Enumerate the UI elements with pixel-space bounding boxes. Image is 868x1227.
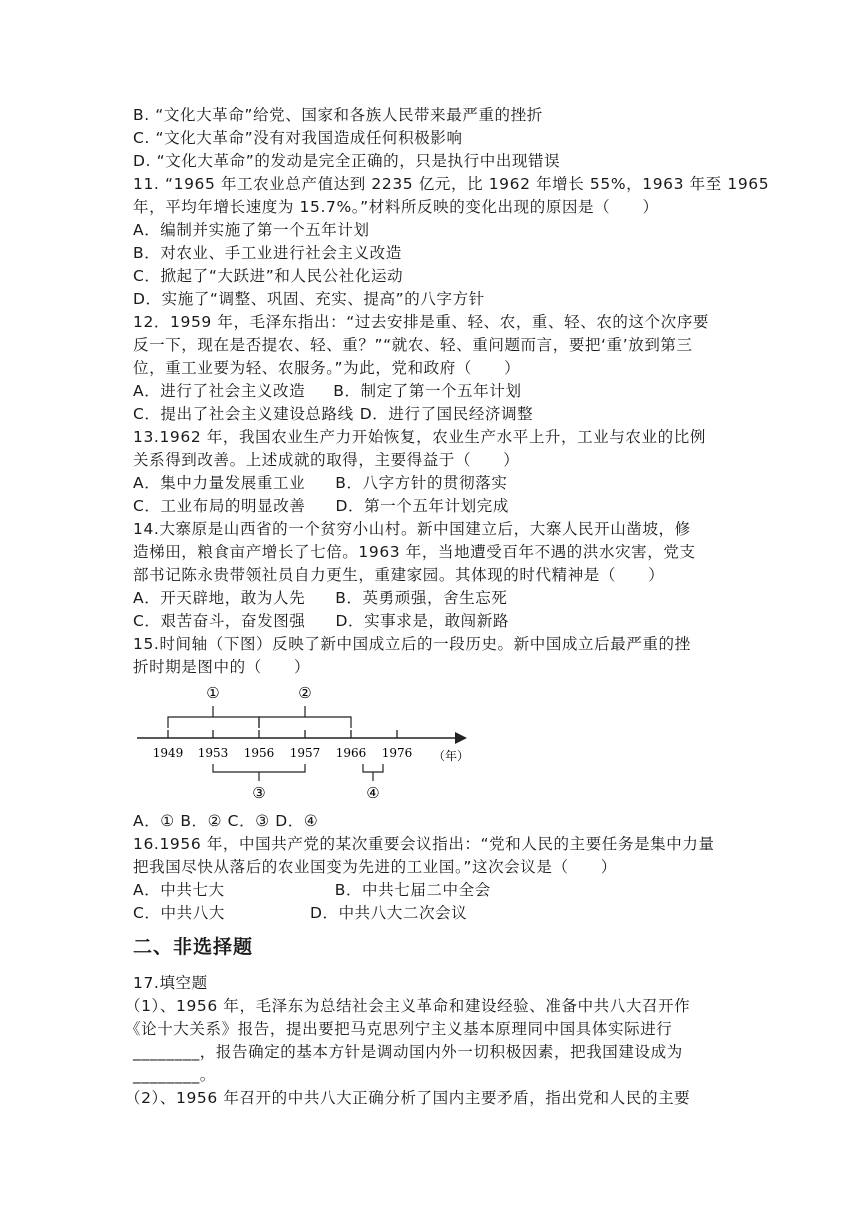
q10-option-b: B. “文化大革命”给党、国家和各族人民带来最严重的挫折 bbox=[133, 106, 543, 124]
q12-option-d: D．进行了国民经济调整 bbox=[359, 405, 534, 423]
q12-option-c: C．提出了社会主义建设总路线 bbox=[133, 405, 354, 423]
q13-option-a: A．集中力量发展重工业 bbox=[133, 474, 306, 492]
year-label: 1957 bbox=[289, 746, 321, 760]
q12-stem-line1: 12．1959 年，毛泽东指出：“过去安排是重、轻、农，重、轻、农的这个次序要 bbox=[133, 313, 710, 331]
section-heading: 二、非选择题 bbox=[133, 936, 254, 958]
timeline-arrow bbox=[455, 732, 467, 744]
q13-options-row2 bbox=[133, 495, 509, 518]
q13-option-d: D．第一个五年计划完成 bbox=[335, 497, 509, 515]
q11-stem-line2: 年，平均年增长速度为 15.7%。”材料所反映的变化出现的原因是（ ） bbox=[133, 198, 659, 216]
year-label: 1976 bbox=[381, 746, 413, 760]
q13-option-b: B．八字方针的贯彻落实 bbox=[335, 474, 508, 492]
q12-option-a: A．进行了社会主义改造 bbox=[133, 382, 306, 400]
q11-option-b: B．对农业、手工业进行社会主义改造 bbox=[133, 244, 402, 262]
bracket-3 bbox=[213, 764, 305, 772]
mark-3: ③ bbox=[252, 784, 266, 802]
q14-option-a: A．开天辟地，敢为人先 bbox=[133, 589, 306, 607]
q13-option-c: C．工业布局的明显改善 bbox=[133, 497, 306, 515]
q17-part1-line4: ________。 bbox=[133, 1066, 216, 1084]
q12-stem-line2: 反一下，现在是否提农、轻、重？”“就农、轻、重问题而言，要把‘重’放到第三 bbox=[133, 336, 693, 354]
q12-options-row2 bbox=[133, 403, 533, 426]
axis-unit-label: （年） bbox=[433, 749, 470, 763]
year-label: 1956 bbox=[243, 746, 275, 760]
q14-option-d: D．实事求是，敢闯新路 bbox=[335, 612, 509, 630]
q16-options-row2 bbox=[133, 902, 467, 925]
q14-stem-line2: 造梯田，粮食亩产增长了七倍。1963 年，当地遭受百年不遇的洪水灾害，党支 bbox=[133, 543, 696, 561]
q13-stem-line1: 13.1962 年，我国农业生产力开始恢复，农业生产水平上升，工业与农业的比例 bbox=[133, 428, 706, 446]
year-label: 1949 bbox=[152, 746, 184, 760]
q16-stem-line2: 把我国尽快从落后的农业国变为先进的工业国。”这次会议是（ ） bbox=[133, 858, 617, 876]
mark-1: ① bbox=[206, 684, 220, 702]
q15-stem-line1: 15.时间轴（下图）反映了新中国成立后的一段历史。新中国成立后最严重的挫 bbox=[133, 635, 691, 653]
q16-stem-line1: 16.1956 年，中国共产党的某次重要会议指出：“党和人民的主要任务是集中力量 bbox=[133, 835, 715, 853]
q11-option-c: C．掀起了“大跃进”和人民公社化运动 bbox=[133, 267, 404, 285]
q12-stem-line3: 位，重工业要为轻、农服务。”为此，党和政府（ ） bbox=[133, 359, 521, 377]
q14-options-row1 bbox=[133, 587, 507, 610]
q17-part2-line1: （2）、1956 年召开的中共八大正确分析了国内主要矛盾，指出党和人民的主要 bbox=[125, 1089, 691, 1107]
q17-part1-line2: 《论十大关系》报告，提出要把马克思列宁主义基本原理同中国具体实际进行 bbox=[125, 1020, 673, 1038]
q14-options-row2 bbox=[133, 610, 509, 633]
year-label: 1953 bbox=[197, 746, 229, 760]
q14-stem-line3: 部书记陈永贵带领社员自力更生，重建家园。其体现的时代精神是（ ） bbox=[133, 566, 665, 584]
year-label: 1966 bbox=[335, 746, 367, 760]
q14-option-b: B．英勇顽强，舍生忘死 bbox=[335, 589, 508, 607]
bracket-2 bbox=[259, 717, 351, 728]
q15-options: A．① B．② C．③ D．④ bbox=[133, 812, 319, 830]
q12-option-b: B．制定了第一个五年计划 bbox=[333, 382, 522, 400]
bracket-1 bbox=[168, 717, 259, 728]
bracket-4 bbox=[363, 764, 383, 772]
q14-option-c: C．艰苦奋斗，奋发图强 bbox=[133, 612, 306, 630]
q17-title: 17.填空题 bbox=[133, 974, 208, 992]
q17-part1-line1: （1）、1956 年，毛泽东为总结社会主义革命和建设经验、准备中共八大召开作 bbox=[125, 997, 691, 1015]
q11-option-a: A．编制并实施了第一个五年计划 bbox=[133, 221, 370, 239]
q12-options-row1 bbox=[133, 380, 522, 403]
q16-option-a: A．中共七大 bbox=[133, 881, 225, 899]
timeline-diagram bbox=[133, 680, 473, 805]
mark-4: ④ bbox=[366, 784, 380, 802]
q13-stem-line2: 关系得到改善。上述成就的取得，主要得益于（ ） bbox=[133, 451, 520, 469]
q16-option-b: B．中共七届二中全会 bbox=[334, 881, 491, 899]
q10-option-d: D. “文化大革命”的发动是完全正确的，只是执行中出现错误 bbox=[133, 152, 561, 170]
q15-stem-line2: 折时期是图中的（ ） bbox=[133, 658, 311, 676]
q17-part1-line3: ________，报告确定的基本方针是调动国内外一切积极因素，把我国建设成为 bbox=[133, 1043, 683, 1061]
q11-stem-line1: 11. “1965 年工农业总产值达到 2235 亿元，比 1962 年增长 55%，1963 年至 1965 bbox=[133, 175, 770, 193]
q16-option-d: D．中共八大二次会议 bbox=[309, 904, 468, 922]
q11-option-d: D．实施了“调整、巩固、充实、提高”的八字方针 bbox=[133, 290, 485, 308]
q16-option-c: C．中共八大 bbox=[133, 904, 225, 922]
q10-option-c: C. “文化大革命”没有对我国造成任何积极影响 bbox=[133, 129, 463, 147]
q16-options-row1 bbox=[133, 879, 491, 902]
q13-options-row1 bbox=[133, 472, 507, 495]
mark-2: ② bbox=[298, 684, 312, 702]
q14-stem-line1: 14.大寨原是山西省的一个贫穷小山村。新中国建立后，大寨人民开山凿坡，修 bbox=[133, 520, 691, 538]
